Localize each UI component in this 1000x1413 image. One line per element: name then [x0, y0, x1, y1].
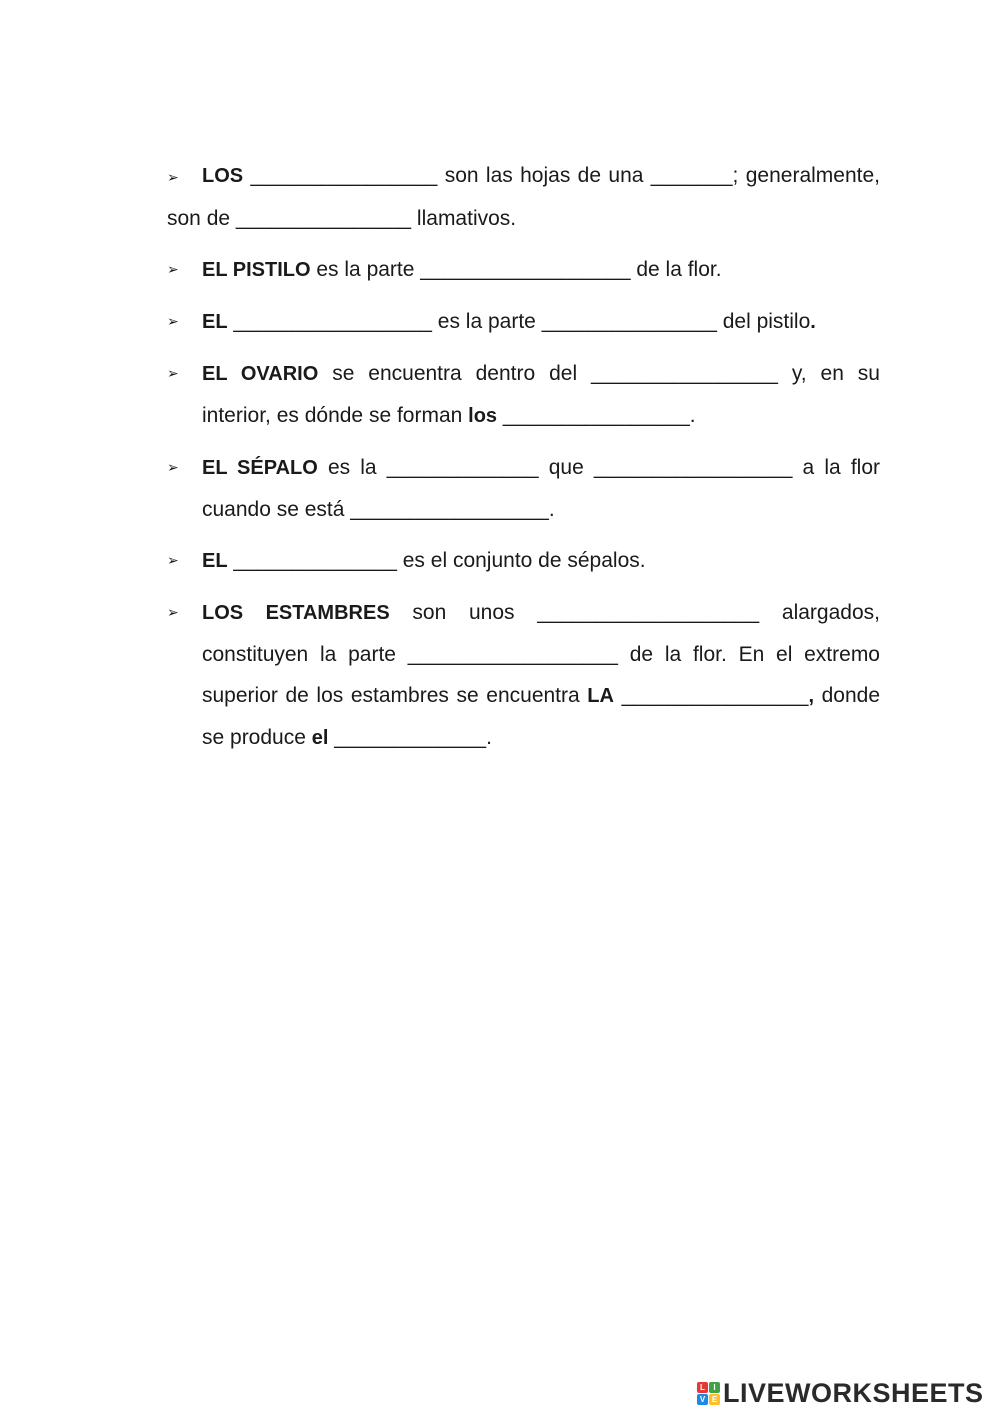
- blank-field[interactable]: _________________: [593, 456, 793, 479]
- item-text: ; generalmente, son de: [167, 164, 880, 230]
- item-text: alargados, constituyen la parte: [202, 601, 880, 666]
- item-pistilo: [167, 249, 880, 291]
- blank-field[interactable]: ________________: [502, 404, 690, 427]
- blank-field[interactable]: ________________: [591, 362, 778, 385]
- item-text: de la flor. En el extremo superior de los estambres se encuentra: [202, 643, 880, 707]
- item-text: es la parte: [431, 310, 542, 333]
- item-term: EL PISTILO: [202, 259, 311, 281]
- item-sepalo: [167, 447, 880, 530]
- item-term: EL OVARIO: [202, 363, 319, 385]
- item-caliz: [167, 540, 880, 582]
- blank-field[interactable]: ______________: [233, 549, 397, 572]
- item-text: .: [486, 726, 492, 749]
- logo-square: I: [709, 1382, 720, 1393]
- blank-field[interactable]: __________________: [420, 258, 631, 281]
- bullet-arrow-icon: ➢: [167, 552, 179, 568]
- worksheet-body: [167, 155, 880, 769]
- item-text: de la flor.: [630, 258, 722, 281]
- item-text: se encuentra dentro del: [318, 362, 592, 385]
- item-term: EL SÉPALO: [202, 457, 318, 479]
- item-term: LOS: [202, 165, 244, 187]
- blank-field[interactable]: _______________: [541, 310, 717, 333]
- blank-field[interactable]: ________________: [250, 164, 438, 187]
- item-text: son las hojas de una: [437, 164, 651, 187]
- bullet-arrow-icon: ➢: [167, 261, 179, 277]
- liveworksheets-logo: [697, 1378, 984, 1409]
- item-ovario: [167, 353, 880, 437]
- item-term: el: [311, 727, 329, 749]
- logo-square: V: [697, 1394, 708, 1405]
- blank-field[interactable]: _________________: [350, 498, 549, 521]
- bullet-arrow-icon: ➢: [167, 459, 179, 475]
- item-term: ,: [808, 685, 814, 707]
- item-term: .: [810, 311, 816, 333]
- blank-field[interactable]: __________________: [407, 643, 618, 666]
- logo-mark-icon: [697, 1382, 720, 1405]
- item-text: llamativos.: [411, 207, 517, 230]
- bullet-arrow-icon: ➢: [167, 365, 179, 381]
- item-text: a la flor cuando se está: [202, 456, 881, 521]
- blank-field[interactable]: ________________: [621, 684, 809, 707]
- blank-field[interactable]: _____________: [334, 726, 487, 749]
- logo-square: L: [697, 1382, 708, 1393]
- bullet-arrow-icon: ➢: [167, 313, 179, 329]
- item-text: .: [548, 498, 555, 521]
- blank-field[interactable]: ___________________: [537, 601, 760, 624]
- item-term: EL: [202, 311, 228, 333]
- logo-square: E: [709, 1394, 720, 1405]
- item-term: los: [468, 405, 498, 427]
- blank-field[interactable]: _______________: [235, 207, 412, 230]
- bullet-arrow-icon: ➢: [167, 169, 179, 185]
- item-term: LOS ESTAMBRES: [202, 602, 390, 624]
- item-estambres: [167, 592, 880, 759]
- item-petalos: [167, 155, 880, 239]
- item-text: y, en su interior, es dónde se forman: [202, 362, 880, 427]
- item-estigma: [167, 301, 880, 343]
- blank-field[interactable]: _____________: [386, 456, 539, 479]
- blank-field[interactable]: _______: [650, 164, 733, 187]
- item-text: es la parte: [310, 258, 421, 281]
- item-text: son unos: [389, 601, 538, 624]
- item-text: es la: [317, 456, 387, 479]
- bullet-arrow-icon: ➢: [167, 604, 179, 620]
- blank-field[interactable]: _________________: [233, 310, 432, 333]
- item-term: EL: [202, 550, 228, 572]
- logo-text: LIVEWORKSHEETS: [723, 1378, 984, 1408]
- item-text: .: [689, 404, 696, 427]
- item-text: es el conjunto de sépalos.: [396, 549, 646, 572]
- item-text: donde se produce: [202, 684, 880, 749]
- item-text: del pistilo: [716, 310, 811, 333]
- item-term: LA: [587, 685, 614, 707]
- item-text: que: [538, 456, 594, 479]
